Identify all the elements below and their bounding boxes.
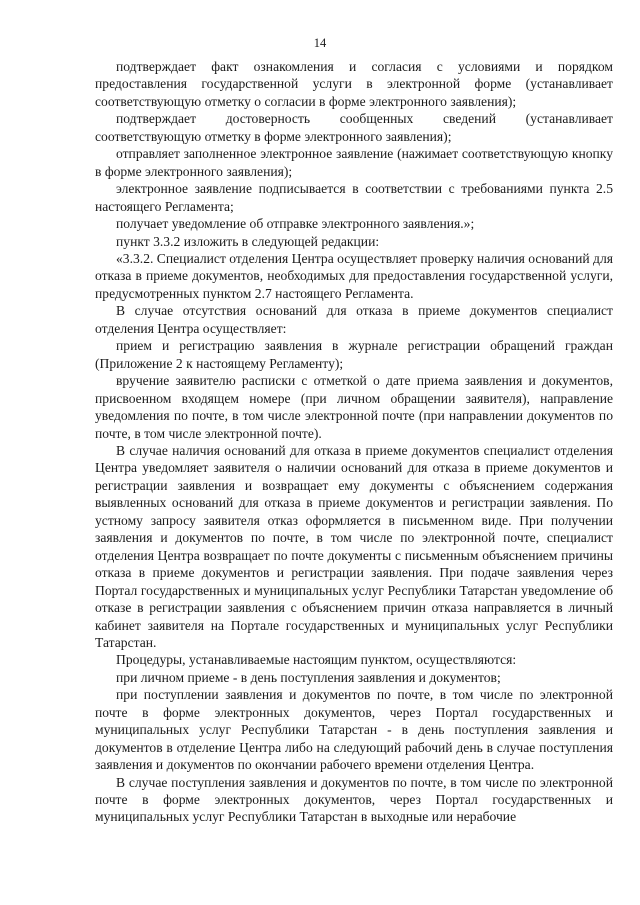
paragraph: В случае наличия оснований для отказа в приеме документов специалист отделения Центра уведомляет заявителя о наличии оснований для отказа в приеме документов и регистрации заявления и возвращает ему документы с объяснением содержания выявленных оснований для отказа в приеме документов и регистрации заявления. По устному запросу заявителя отказ оформляется в письменном виде. При получении заявления и документов по почте, в том числе по электронной почте, специалист отделения Центра возвращает по почте документы с письменным объяснением причины отказа в приеме документов и регистрации заявления. При подаче заявления через Портал государственных и муниципальных услуг Республики Татарстан уведомление об отказе в регистрации заявления с объяснением причин отказа направляется в личный кабинет заявителя на Портале государственных и муниципальных услуг Республики Татарстан. bbox=[95, 442, 613, 650]
page-number: 14 bbox=[313, 36, 327, 50]
paragraph: Процедуры, устанавливаемые настоящим пунктом, осуществляются: bbox=[116, 652, 517, 668]
paragraph: при личном приеме - в день поступления заявления и документов; bbox=[116, 669, 501, 685]
document-body bbox=[95, 58, 613, 826]
paragraph: вручение заявителю расписки с отметкой о дате приема заявления и документов, присвоенном входящем номере (при личном обращении заявителя), направление уведомления по почте, в том числе электронной почте (при направлении документов по почте, в том числе электронной почте). bbox=[95, 373, 613, 441]
paragraph: В случае отсутствия оснований для отказа в приеме документов специалист отделения Центра осуществляет: bbox=[95, 303, 613, 336]
paragraph: прием и регистрацию заявления в журнале регистрации обращений граждан (Приложение 2 к настоящему Регламенту); bbox=[95, 338, 613, 371]
paragraph: В случае поступления заявления и документов по почте, в том числе по электронной почте в форме электронных документов, через Портал государственных и муниципальных услуг Республики Татарстан в выходные или нерабочие bbox=[95, 774, 613, 825]
paragraph: подтверждает достоверность сообщенных сведений (устанавливает соответствующую отметку в форме электронного заявления); bbox=[95, 111, 613, 144]
paragraph: электронное заявление подписывается в соответствии с требованиями пункта 2.5 настоящего Регламента; bbox=[95, 181, 613, 214]
paragraph: получает уведомление об отправке электронного заявления.»; bbox=[116, 216, 475, 232]
paragraph: отправляет заполненное электронное заявление (нажимает соответствующую кнопку в форме электронного заявления); bbox=[95, 146, 613, 179]
paragraph: пункт 3.3.2 изложить в следующей редакции: bbox=[116, 233, 380, 249]
paragraph: при поступлении заявления и документов по почте, в том числе по электронной почте в форме электронных документов, через Портал государственных и муниципальных услуг Республики Татарстан - в день поступления заявления и документов в отделение Центра либо на следующий рабочий день в случае поступления заявления и документов по окончании рабочего времени отделения Центра. bbox=[95, 687, 613, 773]
paragraph: «3.3.2. Специалист отделения Центра осуществляет проверку наличия оснований для отказа в приеме документов, необходимых для предоставления государственной услуги, предусмотренных пунктом 2.7 настоящего Регламента. bbox=[95, 250, 613, 301]
paragraph: подтверждает факт ознакомления и согласия с условиями и порядком предоставления государственной услуги в электронной форме (устанавливает соответствующую отметку о согласии в форме электронного заявления); bbox=[95, 59, 613, 109]
